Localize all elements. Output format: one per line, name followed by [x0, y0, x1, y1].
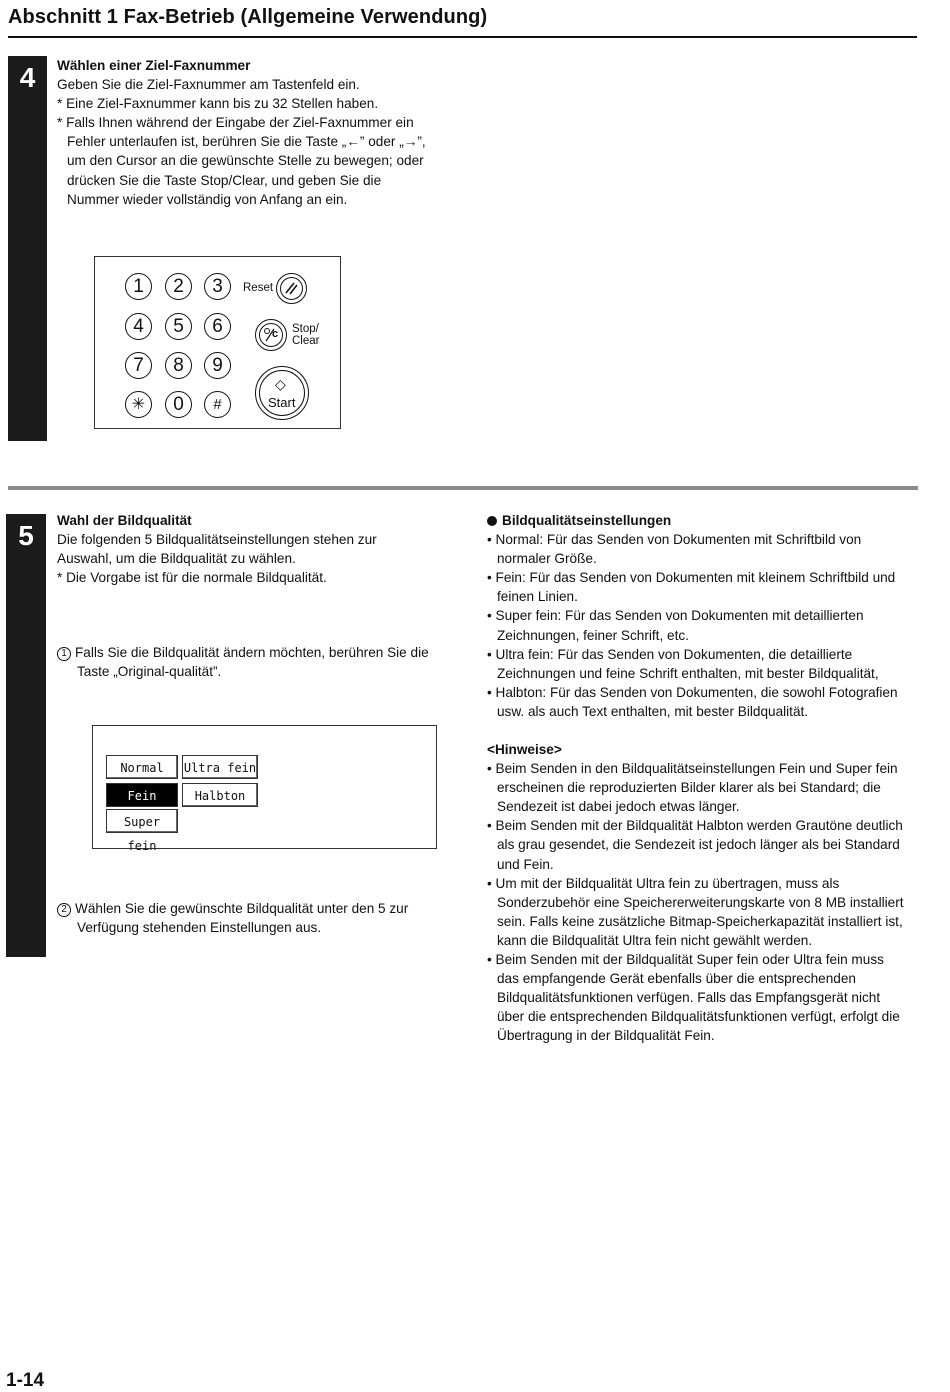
notes-list: [487, 740, 917, 1046]
step-5-note: * Die Vorgabe ist für die normale Bildqualität.: [57, 570, 327, 586]
sub-2-line: Verfügung stehenden Einstellungen aus.: [77, 920, 322, 936]
sub-1-number: 1: [57, 647, 71, 661]
quality-ultra-fein-button[interactable]: Ultra fein: [182, 755, 258, 779]
step-4-note-2-line: drücken Sie die Taste Stop/Clear, und geben Sie die: [67, 172, 382, 188]
page-number: 1-14: [6, 1370, 45, 1391]
quality-fein-button[interactable]: Fein: [106, 783, 178, 807]
notes-item-line: • Um mit der Bildqualität Ultra fein zu übertragen, muss als: [487, 875, 840, 891]
settings-item-line: feinen Linien.: [497, 589, 578, 605]
quality-normal-button[interactable]: Normal: [106, 755, 178, 779]
bullet-dot-icon: [487, 516, 497, 526]
notes-item-line: • Beim Senden mit der Bildqualität Halbton werden Grautöne deutlich: [487, 818, 903, 834]
step-5-bar: [6, 514, 46, 957]
title-divider: [8, 36, 917, 38]
section-divider: [8, 486, 918, 490]
start-icon: ◇: [275, 376, 286, 392]
notes-item-line: Übertragung in der Bildqualität Fein.: [497, 1028, 715, 1044]
step-4-bar: [8, 56, 47, 441]
key-9[interactable]: 9: [204, 352, 231, 379]
page-title: Abschnitt 1 Fax-Betrieb (Allgemeine Verwendung): [8, 6, 488, 28]
start-label: Start: [268, 395, 296, 410]
step-5-number: 5: [18, 520, 34, 551]
step-4-note-1: * Eine Ziel-Faxnummer kann bis zu 32 Stellen haben.: [57, 96, 379, 112]
step-5-intro-line: Die folgenden 5 Bildqualitätseinstellungen stehen zur: [57, 532, 377, 548]
quality-halbton-button[interactable]: Halbton: [182, 783, 258, 807]
notes-item-line: kann die Bildqualität Ultra fein nicht gewählt werden.: [497, 932, 813, 948]
reset-icon: [280, 277, 303, 300]
step-4-note-2-line: * Falls Ihnen während der Eingabe der Ziel-Faxnummer ein: [57, 115, 414, 131]
step-4-note-2-line: Nummer wieder vollständig von Anfang an ein.: [67, 191, 348, 207]
settings-item-line: • Fein: Für das Senden von Dokumenten mit kleinem Schriftbild und: [487, 570, 896, 586]
key-8[interactable]: 8: [165, 352, 192, 379]
image-quality-panel: [92, 725, 437, 853]
settings-item-line: Zeichnungen, feiner Schrift, etc.: [497, 627, 689, 643]
step-4-intro: Geben Sie die Ziel-Faxnummer am Tastenfeld ein.: [57, 77, 360, 93]
key-7[interactable]: 7: [125, 352, 152, 379]
settings-item-line: • Ultra fein: Für das Senden von Dokumenten, die detaillierte: [487, 646, 853, 662]
sub-2-line: Wählen Sie die gewünschte Bildqualität unter den 5 zur: [75, 901, 409, 916]
stop-clear-button[interactable]: [255, 319, 287, 351]
key-5[interactable]: 5: [165, 313, 192, 340]
start-inner-ring: [259, 370, 305, 416]
keypad-illustration: [94, 256, 341, 429]
key-1[interactable]: 1: [125, 273, 152, 300]
step-5-intro-line: Auswahl, um die Bildqualität zu wählen.: [57, 551, 296, 567]
notes-item-line: als grau gesendet, die Sendezeit ist jedoch länger als bei Standard: [497, 837, 900, 853]
notes-item-line: erscheinen die reproduzierten Bilder klarer als bei Standard; die: [497, 780, 881, 796]
notes-item-line: und Fein.: [497, 856, 554, 872]
settings-item-line: • Super fein: Für das Senden von Dokumenten mit detaillierten: [487, 608, 864, 624]
notes-item-line: sein. Falls keine zusätzliche Bitmap-Speicherkapazität installiert ist,: [497, 913, 903, 929]
settings-item-line: • Halbton: Für das Senden von Dokumenten, die sowohl Fotografien: [487, 684, 898, 700]
notes-item-line: Sonderzubehör eine Speichererweiterungskarte von 8 MB installiert: [497, 894, 904, 910]
key-4[interactable]: 4: [125, 313, 152, 340]
notes-item-line: über die entsprechenden Bildqualitätsfunktionen verfügt, erfolgt die: [497, 1009, 900, 1025]
settings-heading: Bildqualitätseinstellungen: [502, 513, 672, 528]
notes-item-line: • Beim Senden in den Bildqualitätseinstellungen Fein und Super fein: [487, 761, 898, 777]
step-4-note-2-line: um den Cursor an die gewünschte Stelle zu bewegen; oder: [67, 153, 424, 169]
notes-item-line: Bildqualitätsfunktionen verfügen. Falls das Empfangsgerät nicht: [497, 990, 881, 1006]
quality-super-fein-button[interactable]: Super fein: [106, 809, 178, 833]
reset-button[interactable]: [276, 273, 307, 304]
step-4-number: 4: [19, 62, 36, 93]
notes-item-line: Sendezeit ist dabei jedoch etwas länger.: [497, 799, 740, 815]
reset-label: Reset: [243, 282, 274, 294]
step-5-sub-2: [57, 899, 457, 937]
settings-item-line: Zeichnungen und feine Schrift enthalten, mit bester Bildqualität,: [497, 665, 879, 681]
step-5-text: [57, 511, 457, 587]
notes-item-line: das empfangende Gerät ebenfalls über die entsprechenden: [497, 971, 856, 987]
key-3[interactable]: 3: [204, 273, 231, 300]
key-2[interactable]: 2: [165, 273, 192, 300]
clear-label: Clear: [292, 335, 320, 347]
notes-item-line: • Beim Senden mit der Bildqualität Super fein oder Ultra fein muss: [487, 952, 884, 968]
settings-item-line: usw. als auch Text enthalten, mit bester Bildqualität.: [497, 703, 809, 719]
step-4-heading: Wählen einer Ziel-Faxnummer: [57, 58, 251, 73]
stop-label: Stop/: [292, 323, 319, 335]
key-asterisk[interactable]: ✳: [125, 391, 152, 418]
notes-heading: <Hinweise>: [487, 742, 562, 757]
stop-clear-icon: [259, 323, 283, 347]
key-hash[interactable]: #: [204, 391, 231, 418]
key-0[interactable]: 0: [165, 391, 192, 418]
sub-2-number: 2: [57, 903, 71, 917]
quality-settings-list: [487, 511, 917, 721]
sub-1-line: Taste „Original-qualität”.: [77, 664, 222, 680]
settings-item-line: normaler Größe.: [497, 551, 597, 567]
step-4-text: [57, 56, 457, 209]
settings-item-line: • Normal: Für das Senden von Dokumenten mit Schriftbild von: [487, 532, 862, 548]
step-4-note-2-line: Fehler unterlaufen ist, berühren Sie die Taste „←” oder „→”,: [67, 134, 426, 150]
step-5-sub-1: [57, 643, 457, 681]
reset-slash-icon: [281, 278, 302, 299]
start-button[interactable]: [255, 366, 309, 420]
stop-clear-slash-icon: [262, 326, 280, 344]
sub-1-line: Falls Sie die Bildqualität ändern möchten, berühren Sie die: [75, 645, 429, 660]
step-5-heading: Wahl der Bildqualität: [57, 513, 192, 528]
key-6[interactable]: 6: [204, 313, 231, 340]
stop-clear-glyph: c: [272, 328, 279, 340]
